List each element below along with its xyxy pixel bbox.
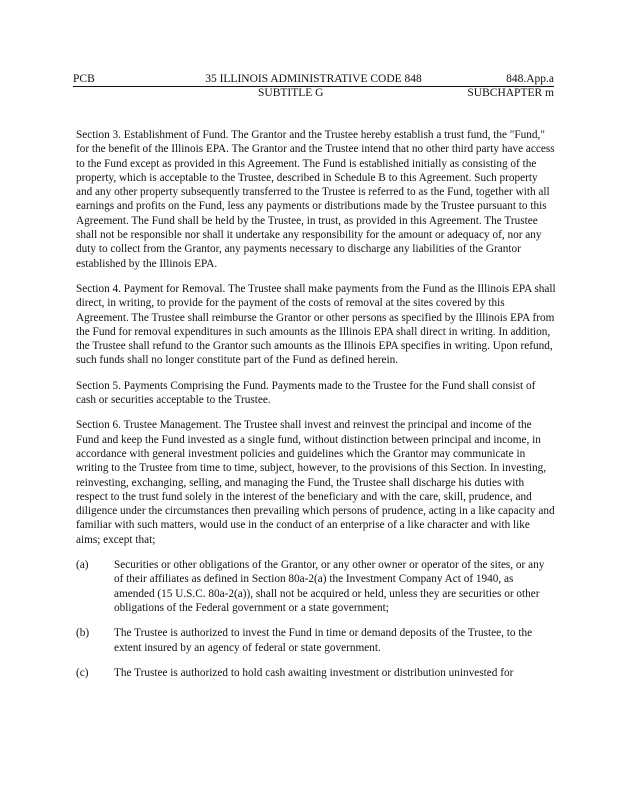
list-label: (a) [76,559,89,572]
section-3-paragraph: Section 3. Establishment of Fund. The Grantor and the Trustee hereby establish a trust fund, the "Fund," for the benefit of the Illinois EPA. The Grantor and the Trustee intend that no other third party have access to the Fund except as provided in this Agreement. The Fund is established initially as consisting of the property, which is acceptable to the Trustee, described in Schedule B to this Agreement. Such property and any other property subsequently transferred to the Trustee is referred to as the Fund, together with all earnings and profits on the Fund, less any payments or distributions made by the Trustee pursuant to this Agreement. The Fund shall be held by the Trustee, in trust, as provided in this Agreement. The Trustee shall not be responsible nor shall it undertake any responsibility for the amount or adequacy of, nor any duty to collect from the Grantor, any payments necessary to discharge any liabilities of the Grantor established by the Illinois EPA. [76,129,555,270]
list-item-a [76,558,556,615]
list-item-c [76,666,556,680]
header-row-subtitle [73,87,554,100]
list-label: (b) [76,627,90,640]
list-label: (c) [76,666,89,679]
list-text: Securities or other obligations of the Grantor, or any other owner or operator of the sites, or any of their affiliates as defined in Section 80a-2(a) the Investment Company Act of 1940, as amended (15 U.S.C. 80a-2(a)), shall not be acquired or held, unless they are securities or other obligations of the Federal government or a state government; [114,559,545,614]
header-row-title [73,73,554,87]
list-text: The Trustee is authorized to hold cash awaiting investment or distribution uninvested for [114,666,514,679]
header-agency: PCB [73,73,95,85]
list-text: The Trustee is authorized to invest the Fund in time or demand deposits of the Trustee, to the extent insured by an agency of federal or state government. [114,627,533,654]
document-body [76,128,556,691]
section-5-paragraph: Section 5. Payments Comprising the Fund. Payments made to the Trustee for the Fund shall consist of cash or securities acceptable to the Trustee. [76,379,536,407]
header-code-title: 35 ILLINOIS ADMINISTRATIVE CODE 848 [205,73,422,85]
header-subtitle: SUBTITLE G [258,87,324,99]
section-6-paragraph: Section 6. Trustee Management. The Trustee shall invest and reinvest the principal and income of the Fund and keep the Fund invested as a single fund, without distinction between principal and income, in accordance with general investment policies and guidelines which the Grantor may communicate in writing to the Trustee from time to time, subject, however, to the provisions of this Section. In investing, reinvesting, exchanging, selling, and managing the Fund, the Trustee shall discharge his duties with respect to the trust fund solely in the interest of the beneficiary and with the care, skill, prudence, and diligence under the circumstances then prevailing which persons of prudence, acting in a like capacity and familiar with such matters, would use in the conduct of an enterprise of a like character and with like aims; except that; [76,419,555,546]
section-4-paragraph: Section 4. Payment for Removal. The Trustee shall make payments from the Fund as the Illinois EPA shall direct, in writing, to provide for the payment of the costs of removal at the sites covered by this Agreement. The Trustee shall reimburse the Grantor or other persons as specified by the Illinois EPA from the Fund for removal expenditures in such amounts as the Illinois EPA shall direct in writing. In addition, the Trustee shall refund to the Grantor such amounts as the Illinois EPA specifies in writing. Upon refund, such funds shall no longer constitute part of the Fund as defined herein. [76,282,556,367]
page-header [73,73,554,100]
list-item-b [76,626,556,655]
header-section-ref: 848.App.a [506,73,554,85]
header-subchapter: SUBCHAPTER m [467,87,554,99]
